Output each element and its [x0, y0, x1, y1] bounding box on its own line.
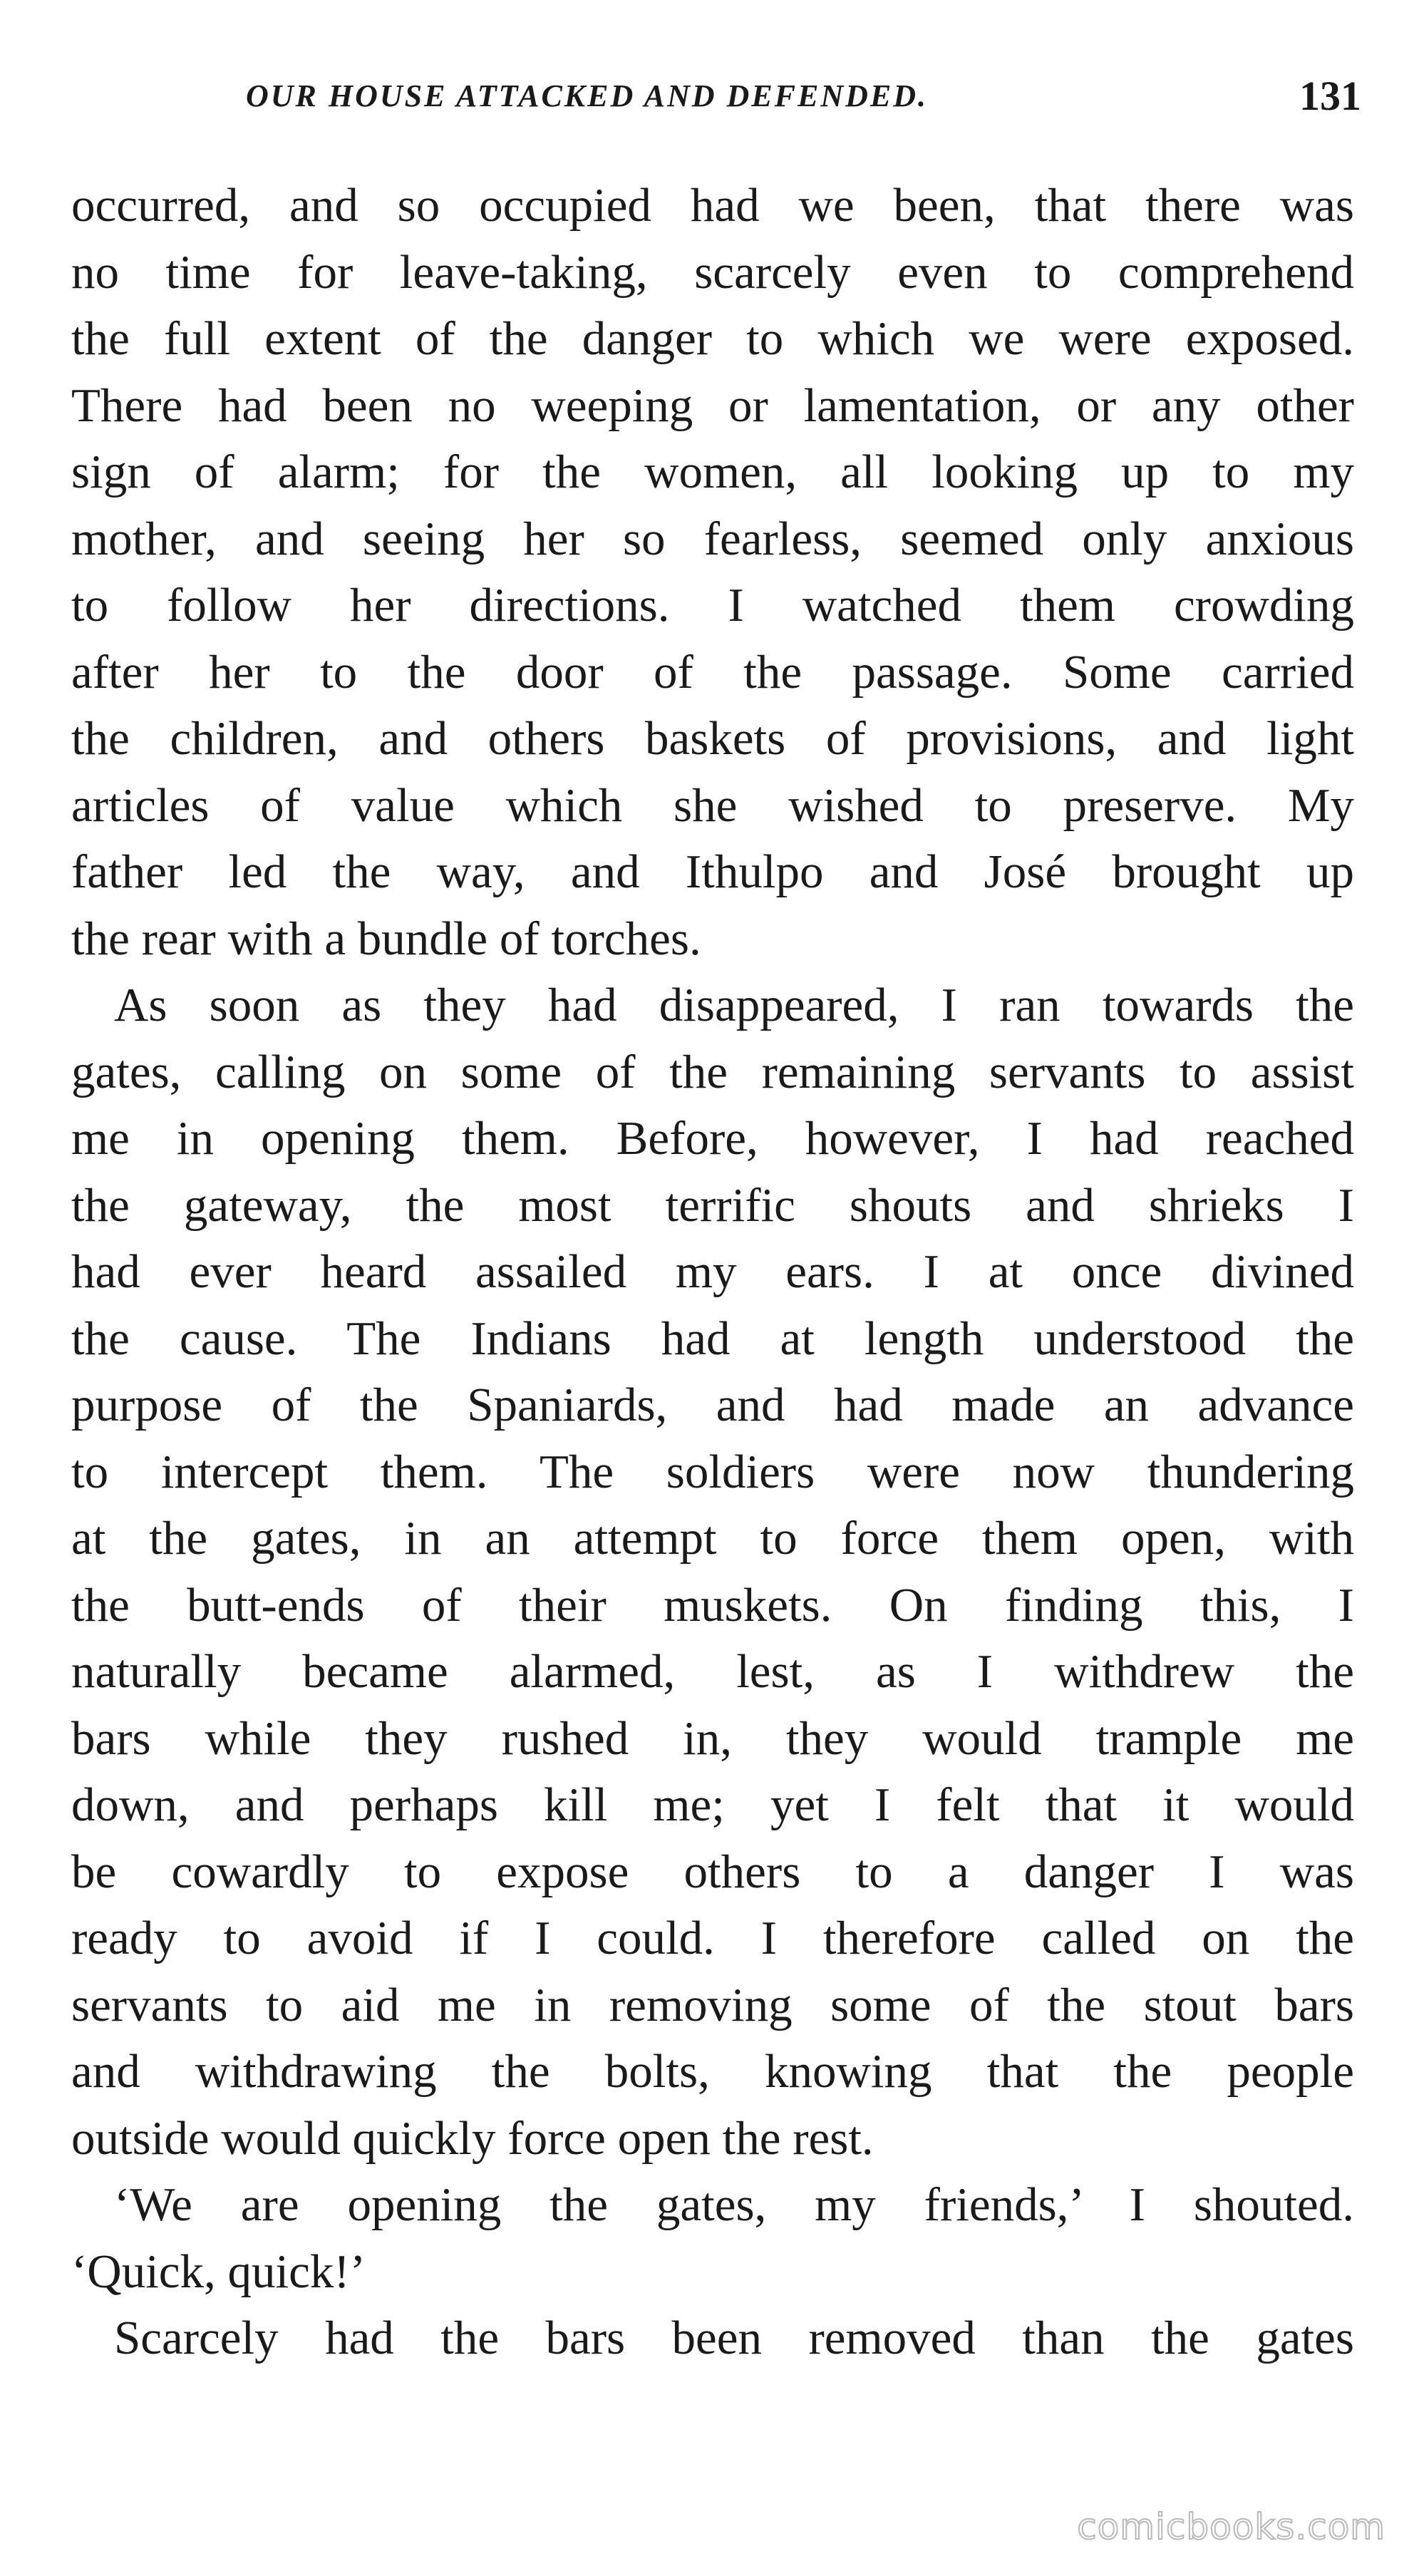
text-line: ‘We are opening the gates, my friends,’ I shouted. [114, 2178, 1354, 2231]
text-line: outside would quickly force open the rest. [71, 2111, 874, 2165]
text-line: There had been no weeping or lamentation, or any other [71, 378, 1354, 432]
text-line: had ever heard assailed my ears. I at once divined [71, 1245, 1354, 1298]
text-line: at the gates, in an attempt to force them open, with [71, 1512, 1354, 1565]
text-line: mother, and seeing her so fearless, seemed only anxious [71, 512, 1354, 565]
text-line: down, and perhaps kill me; yet I felt that it would [71, 1778, 1354, 1831]
text-line: servants to aid me in removing some of the stout bars [71, 1978, 1354, 2031]
text-line: no time for leave-taking, scarcely even to comprehend [71, 245, 1354, 299]
text-line: bars while they rushed in, they would trample me [71, 1711, 1354, 1765]
text-line: to follow her directions. I watched them crowding [71, 579, 1354, 632]
text-line: As soon as they had disappeared, I ran towards the [114, 979, 1354, 1031]
paragraph [71, 972, 1354, 2172]
paragraph [71, 2172, 1354, 2305]
body-text [71, 172, 1354, 2372]
text-line: me in opening them. Before, however, I had reached [71, 1112, 1354, 1165]
text-line: Scarcely had the bars been removed than the gates [114, 2312, 1354, 2364]
text-line: ‘Quick, quick!’ [71, 2245, 366, 2298]
text-line: the rear with a bundle of torches. [71, 912, 701, 965]
running-title: OUR HOUSE ATTACKED AND DEFENDED. [246, 78, 929, 113]
text-line: purpose of the Spaniards, and had made an advance [71, 1379, 1354, 1431]
text-line: be cowardly to expose others to a danger I was [71, 1845, 1354, 1898]
text-line: articles of value which she wished to preserve. My [71, 778, 1354, 832]
text-line: the gateway, the most terrific shouts and shrieks I [71, 1178, 1354, 1232]
paragraph [71, 2305, 1354, 2372]
text-line: father led the way, and Ithulpo and José brought up [71, 845, 1354, 898]
text-line: the cause. The Indians had at length understood the [71, 1312, 1354, 1365]
watermark: comicbooks.com [1077, 2506, 1385, 2547]
text-line: occurred, and so occupied had we been, that there was [71, 179, 1354, 232]
text-line: naturally became alarmed, lest, as I withdrew the [71, 1645, 1354, 1698]
text-line: the children, and others baskets of provisions, and light [71, 712, 1354, 765]
text-line: ready to avoid if I could. I therefore called on the [71, 1912, 1354, 1964]
running-header [246, 68, 1361, 125]
text-line: sign of alarm; for the women, all looking up to my [71, 445, 1354, 498]
text-line: gates, calling on some of the remaining servants to assist [71, 1045, 1354, 1098]
text-line: the full extent of the danger to which we were exposed. [71, 312, 1354, 365]
text-line: the butt-ends of their muskets. On finding this, I [71, 1578, 1354, 1632]
text-line: to intercept them. The soldiers were now thundering [71, 1445, 1354, 1498]
text-line: after her to the door of the passage. Some carried [71, 645, 1354, 699]
page-number: 131 [1299, 73, 1361, 119]
text-line: and withdrawing the bolts, knowing that the people [71, 2045, 1354, 2098]
paragraph [71, 172, 1354, 972]
